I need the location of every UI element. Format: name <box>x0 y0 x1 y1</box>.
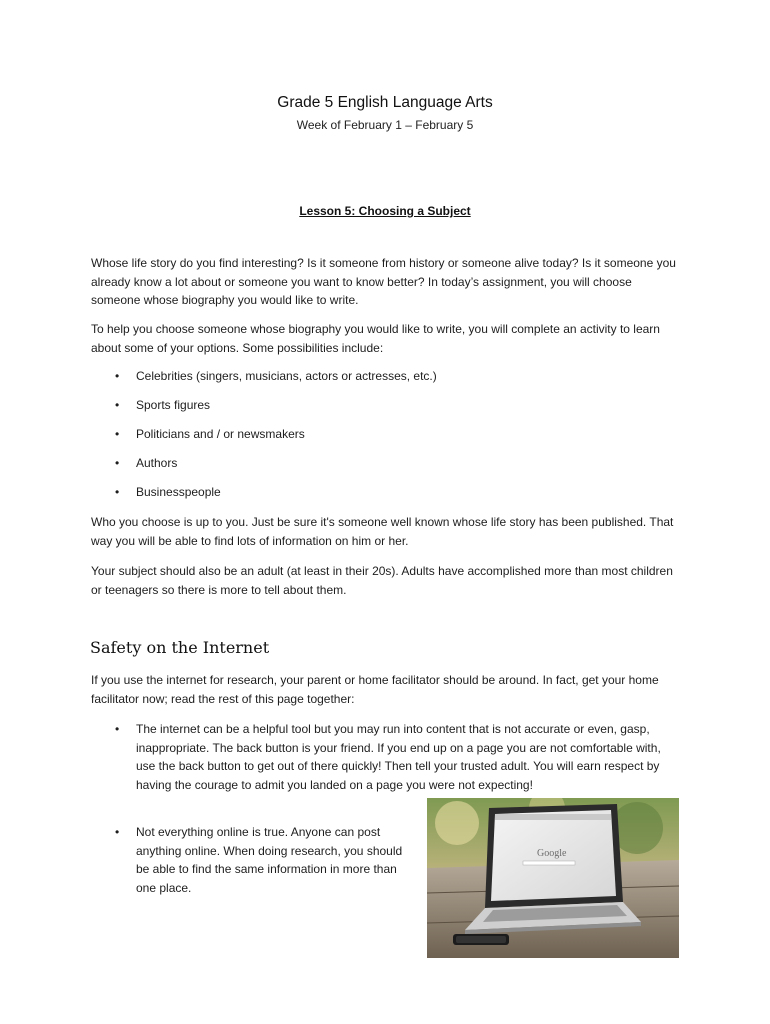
safety-bullet: Not everything online is true. Anyone can post anything online. When doing research, you should be able to find the same information in more than one place. <box>136 825 403 895</box>
bullet-dot: • <box>115 369 120 383</box>
photo-logo-text: Google <box>537 848 567 859</box>
bullet-dot: • <box>115 825 120 839</box>
option-item: Authors <box>136 456 178 470</box>
bullet-dot: • <box>115 485 120 499</box>
page-subtitle: Week of February 1 – February 5 <box>296 118 474 132</box>
safety-bullet: The internet can be a helpful tool but you may run into content that is not accurate or even, gasp, inappropriate. The back button is your friend. If you end up on a page you are not comfortable with, use the back button to get out of there quickly! Then tell your trusted adult. You will earn respect by having the courage to admit you landed on a page you were not expecting! <box>136 722 661 792</box>
safety-intro: If you use the internet for research, your parent or home facilitator should be around. In fact, get your home facilitator now; read the rest of this page together: <box>91 673 659 706</box>
lesson-paragraph-4: Your subject should also be an adult (at least in their 20s). Adults have accomplished more than most children or teenagers so there is more to tell about them. <box>91 564 673 597</box>
bullet-dot: • <box>115 722 120 736</box>
section-heading-safety: Safety on the Internet <box>90 638 270 657</box>
laptop-photo <box>427 798 679 958</box>
page-title: Grade 5 English Language Arts <box>277 94 493 111</box>
lesson-paragraph-1: Whose life story do you find interesting? Is it someone from history or someone alive today? Is it someone you already know a lot about or someone you want to know better? In today’s assignment, you will choose someone whose biography you would like to write. <box>91 256 676 308</box>
option-item: Politicians and / or newsmakers <box>136 427 305 441</box>
lesson-paragraph-2: To help you choose someone whose biography you would like to write, you will complete an activity to learn about some of your options. Some possibilities include: <box>91 322 660 355</box>
bullet-dot: • <box>115 398 120 412</box>
option-item: Celebrities (singers, musicians, actors or actresses, etc.) <box>136 369 437 383</box>
option-item: Sports figures <box>136 398 211 412</box>
bullet-dot: • <box>115 456 120 470</box>
lesson-title: Lesson 5: Choosing a Subject <box>299 204 471 218</box>
option-item: Businesspeople <box>136 485 221 499</box>
bullet-dot: • <box>115 427 120 441</box>
lesson-paragraph-3: Who you choose is up to you. Just be sure it's someone well known whose life story has been published. That way you will be able to find lots of information on him or her. <box>91 515 674 548</box>
